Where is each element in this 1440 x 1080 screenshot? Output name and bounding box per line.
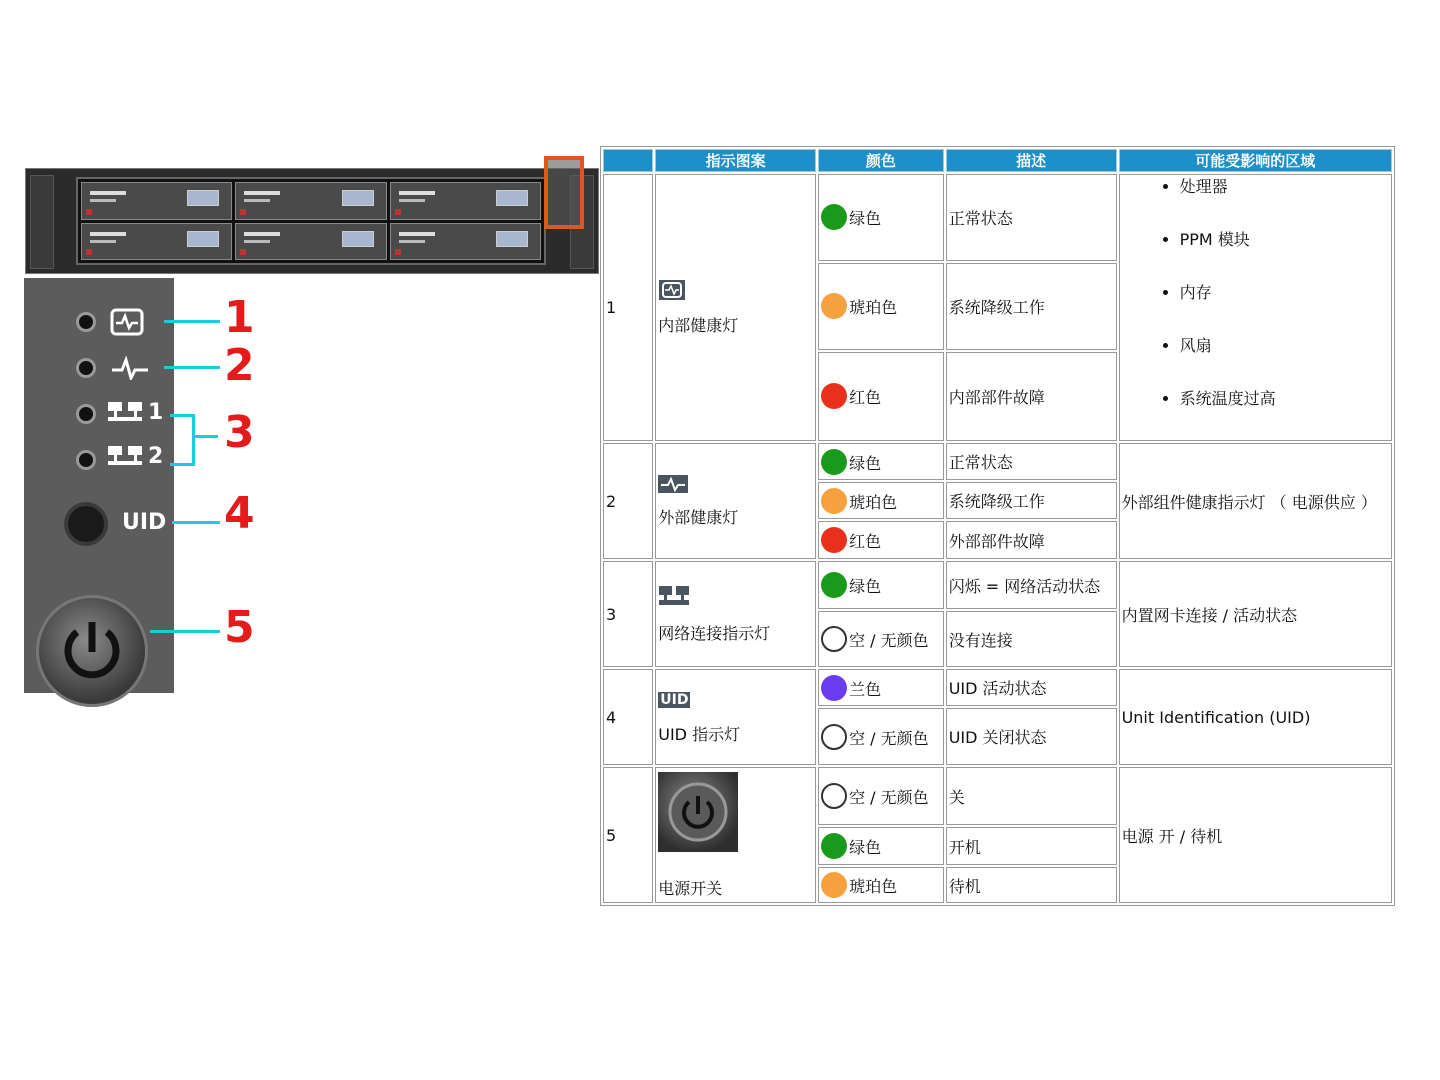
callout-line-4 [172, 521, 220, 524]
description-cell: 关 [946, 767, 1117, 825]
indicator-cell [655, 669, 816, 765]
color-cell [818, 482, 944, 519]
pulse-icon [658, 475, 688, 493]
empty-dot [821, 626, 847, 652]
list-item: • 处理器 [1180, 175, 1389, 228]
green-dot [821, 833, 847, 859]
indicator-name: 内部健康灯 [658, 316, 739, 335]
rack-ear-left [30, 175, 54, 269]
drive-bay [390, 182, 541, 220]
color-cell [818, 521, 944, 559]
power-button [36, 595, 148, 707]
server-front-panel [25, 168, 599, 274]
list-item: • 内存 [1180, 281, 1389, 334]
callout-number-2: 2 [224, 340, 255, 391]
table-row [603, 767, 1392, 825]
indicator-name: UID 指示灯 [658, 725, 741, 744]
color-label: 兰色 [849, 679, 882, 699]
empty-dot [821, 724, 847, 750]
callout-number-5: 5 [224, 602, 255, 653]
drive-bays [76, 177, 546, 265]
header-description: 描述 [946, 149, 1117, 172]
description-cell: 系统降级工作 [946, 482, 1117, 519]
affected-area-cell: 电源 开 / 待机 [1119, 767, 1392, 903]
power-icon [39, 598, 145, 704]
internal-health-led [76, 312, 96, 332]
color-label: 空 / 无颜色 [849, 788, 929, 807]
drive-bay [235, 223, 386, 261]
color-cell [818, 867, 944, 903]
network-icon [106, 400, 146, 426]
uid-button [64, 502, 108, 546]
table-row [603, 561, 1392, 609]
blue-dot [821, 675, 847, 701]
indicator-cell [655, 767, 816, 903]
description-cell: 系统降级工作 [946, 263, 1117, 350]
color-cell [818, 827, 944, 865]
color-cell [818, 443, 944, 480]
color-cell [818, 352, 944, 441]
green-dot [821, 204, 847, 230]
color-label: 琥珀色 [849, 877, 898, 896]
network-icon [106, 444, 146, 470]
amber-dot [821, 293, 847, 319]
description-cell: 正常状态 [946, 443, 1117, 480]
color-cell [818, 708, 944, 765]
uid-icon: UID [660, 692, 689, 708]
header-color: 颜色 [818, 149, 944, 172]
health-monitor-icon [658, 279, 686, 301]
row-number: 5 [603, 767, 653, 903]
color-cell [818, 611, 944, 667]
affected-area-cell: Unit Identification (UID) [1119, 669, 1392, 765]
affected-area-list [1122, 175, 1389, 440]
color-cell [818, 767, 944, 825]
callout-line-1 [164, 320, 220, 323]
indicator-cell [655, 443, 816, 559]
external-health-led [76, 358, 96, 378]
affected-area-cell: 外部组件健康指示灯 （ 电源供应 ） [1119, 443, 1392, 559]
header-icon: 指示图案 [655, 149, 816, 172]
indicator-name: 电源开关 [658, 879, 723, 898]
green-dot [821, 449, 847, 475]
color-label: 琥珀色 [849, 298, 898, 318]
row-number: 1 [603, 174, 653, 441]
indicator-cell [655, 561, 816, 667]
red-dot [821, 527, 847, 553]
color-label: 空 / 无颜色 [849, 728, 929, 748]
description-cell: UID 关闭状态 [946, 708, 1117, 765]
color-label: 红色 [849, 388, 882, 408]
pulse-icon [110, 356, 150, 380]
color-label: 绿色 [849, 838, 882, 857]
color-cell [818, 263, 944, 350]
affected-area-cell: 内置网卡连接 / 活动状态 [1119, 561, 1392, 667]
color-label: 琥珀色 [849, 492, 898, 512]
row-number: 2 [603, 443, 653, 559]
nic1-led [76, 404, 96, 424]
header-affected-area: 可能受影响的区域 [1119, 149, 1392, 172]
table-row [603, 174, 1392, 261]
indicator-table [600, 146, 1395, 906]
callout-line-5 [150, 630, 220, 633]
color-label: 绿色 [849, 577, 882, 596]
color-cell [818, 174, 944, 261]
row-number: 3 [603, 561, 653, 667]
description-cell: 开机 [946, 827, 1117, 865]
list-item: • PPM 模块 [1180, 228, 1389, 281]
color-cell [818, 669, 944, 706]
callout-number-4: 4 [224, 488, 255, 539]
power-icon [658, 772, 738, 852]
uid-label: UID [122, 510, 167, 535]
callout-line-3 [192, 435, 218, 438]
color-label: 空 / 无颜色 [849, 631, 929, 650]
amber-dot [821, 488, 847, 514]
amber-dot [821, 872, 847, 898]
drive-bay [81, 182, 232, 220]
description-cell: 内部部件故障 [946, 352, 1117, 441]
callout-number-3: 3 [224, 407, 255, 458]
description-cell: 外部部件故障 [946, 521, 1117, 559]
indicator-closeup [24, 278, 255, 693]
table-row [603, 669, 1392, 706]
callout-number-1: 1 [224, 292, 255, 343]
empty-dot [821, 783, 847, 809]
description-cell: 待机 [946, 867, 1117, 903]
description-cell: UID 活动状态 [946, 669, 1117, 706]
indicator-area-highlight [544, 156, 584, 229]
table-header-row [603, 149, 1392, 172]
table-row [603, 443, 1392, 480]
color-cell [818, 561, 944, 609]
color-label: 红色 [849, 532, 882, 551]
nic2-label: 2 [148, 444, 164, 469]
list-item: • 风扇 [1180, 334, 1389, 387]
green-dot [821, 572, 847, 598]
header-number [603, 149, 653, 172]
description-cell: 闪烁 = 网络活动状态 [946, 561, 1117, 609]
callout-bracket-3 [170, 414, 195, 466]
color-label: 绿色 [849, 453, 882, 473]
drive-bay [235, 182, 386, 220]
nic1-label: 1 [148, 400, 164, 425]
indicator-name: 网络连接指示灯 [658, 623, 771, 643]
indicator-cell [655, 174, 816, 441]
power-button-photo [658, 772, 738, 852]
nic2-led [76, 450, 96, 470]
drive-bay [390, 223, 541, 261]
drive-bay [81, 223, 232, 261]
red-dot [821, 383, 847, 409]
color-label: 绿色 [849, 209, 882, 229]
list-item: • 系统温度过高 [1180, 387, 1389, 440]
indicator-name: 外部健康灯 [658, 507, 739, 527]
network-icon [658, 585, 690, 609]
callout-line-2 [164, 366, 220, 369]
row-number: 4 [603, 669, 653, 765]
description-cell: 没有连接 [946, 611, 1117, 667]
health-monitor-icon [110, 308, 144, 336]
description-cell: 正常状态 [946, 174, 1117, 261]
affected-area-cell [1119, 174, 1392, 441]
